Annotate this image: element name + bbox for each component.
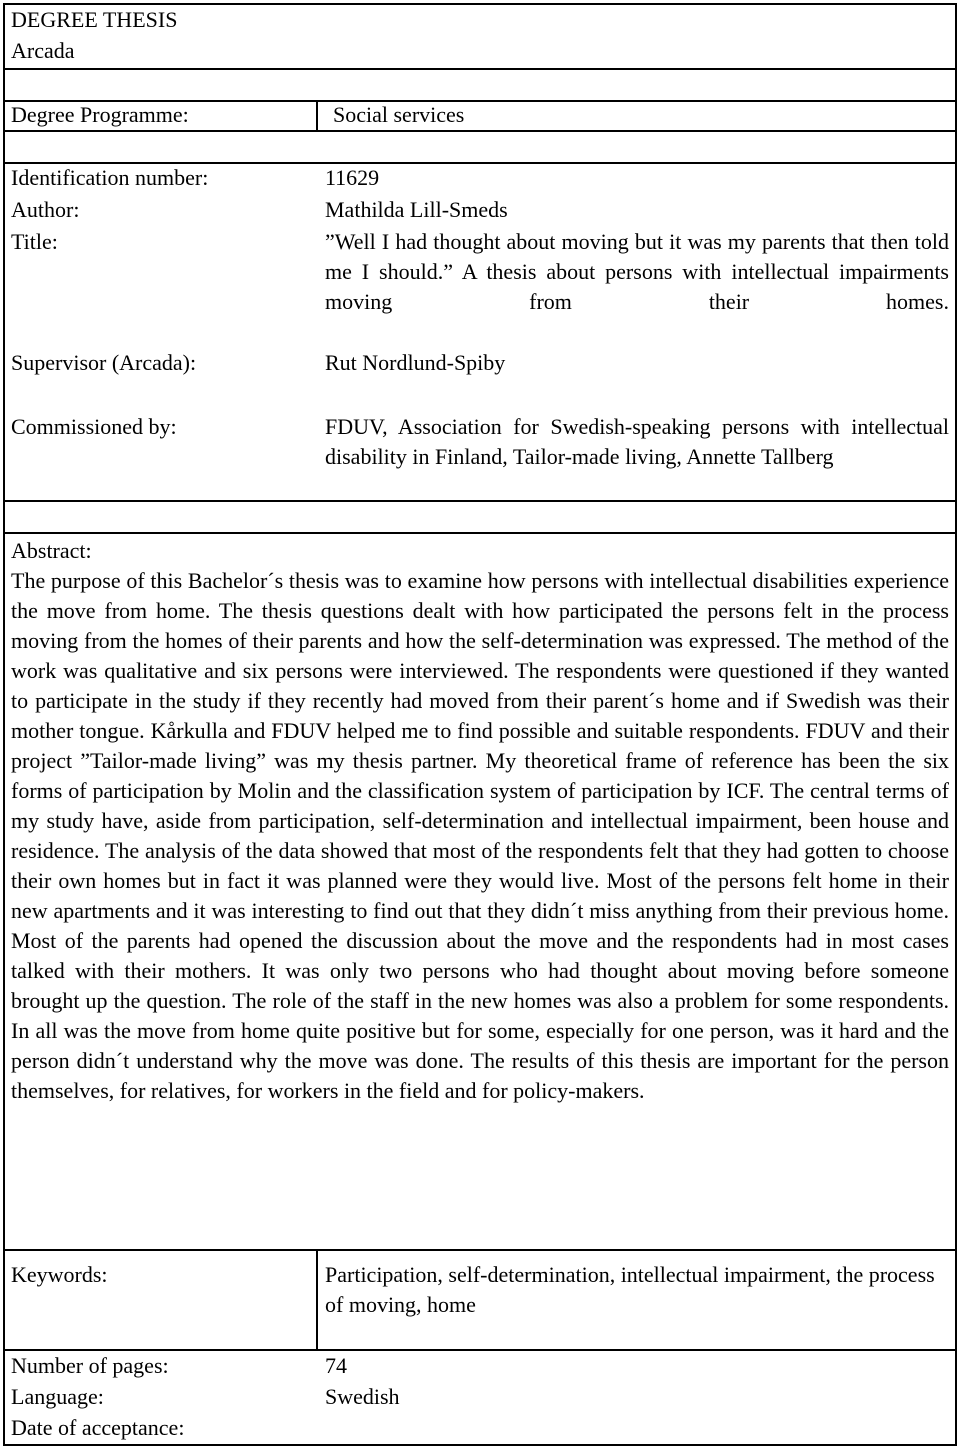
pages-label: Number of pages: bbox=[11, 1353, 169, 1378]
keywords-value: Participation, self-determination, intellectual impairment, the process of moving, home bbox=[325, 1262, 935, 1317]
identification-label: Identification number: bbox=[11, 165, 209, 190]
divider bbox=[3, 532, 957, 534]
divider bbox=[3, 130, 957, 132]
identification-value: 11629 bbox=[325, 165, 380, 190]
title-value: ”Well I had thought about moving but it was my parents that then told me I should.” A thesis about persons with intellectual impairments moving from their homes. bbox=[325, 229, 949, 314]
abstract-label: Abstract: bbox=[11, 538, 92, 563]
supervisor-value: Rut Nordlund-Spiby bbox=[325, 350, 506, 375]
acceptance-label: Date of acceptance: bbox=[11, 1415, 185, 1440]
column-divider bbox=[316, 100, 318, 132]
supervisor-label: Supervisor (Arcada): bbox=[11, 350, 197, 375]
commissioned-label: Commissioned by: bbox=[11, 414, 177, 439]
commissioned-value: FDUV, Association for Swedish-speaking persons with intellectual disability in Finland, Tailor-made living, Annette Tallberg bbox=[325, 414, 949, 469]
pages-value: 74 bbox=[325, 1353, 347, 1378]
programme-value: Social services bbox=[333, 102, 465, 127]
abstract-text: The purpose of this Bachelor´s thesis was to examine how persons with intellectual disabilities experience the move from home. The thesis questions dealt with how participated the persons felt in the process moving from the homes of their parents and how the self-determination was expressed. The method of the work was qualitative and six persons were interviewed. The respondents were questioned if they wanted to participate in the study if they recently had moved from their parent´s home and if Swedish was their mother tongue. Kårkulla and FDUV helped me to find possible and suitable respondents. FDUV and their project ”Tailor-made living” was my thesis partner. My theoretical frame of reference has been the six forms of participation by Molin and the classification system of participation by ICF. The central terms of my study have, aside from participation, self-determination and intellectual impairment, been house and residence. The analysis of the data showed that most of the respondents felt that they had gotten to choose their own homes but in fact it was planned were they would live. Most of the persons felt home in their new apartments and it was interesting to find out that they didn´t miss anything from their previous home. Most of the parents had opened the discussion about the move and the respondents had in most cases talked with their mothers. It was only two persons who had thought about moving before someone brought up the question. The role of the staff in the new homes was also a problem for some respondents. In all was the move from home quite positive but for some, especially for one person, was it hard and the person didn´t understand why the move was done. The results of this thesis are important for the person themselves, for relatives, for workers in the field and for policy-makers. bbox=[11, 568, 949, 1103]
programme-label: Degree Programme: bbox=[11, 102, 189, 127]
document-title: DEGREE THESIS bbox=[11, 7, 178, 32]
title-label: Title: bbox=[11, 229, 58, 254]
divider bbox=[3, 500, 957, 502]
language-value: Swedish bbox=[325, 1384, 400, 1409]
institution-name: Arcada bbox=[11, 38, 75, 63]
author-value: Mathilda Lill-Smeds bbox=[325, 197, 508, 222]
divider bbox=[3, 1249, 957, 1251]
column-divider bbox=[316, 1249, 318, 1351]
keywords-label: Keywords: bbox=[11, 1262, 108, 1287]
language-label: Language: bbox=[11, 1384, 104, 1409]
divider bbox=[3, 68, 957, 70]
author-label: Author: bbox=[11, 197, 80, 222]
